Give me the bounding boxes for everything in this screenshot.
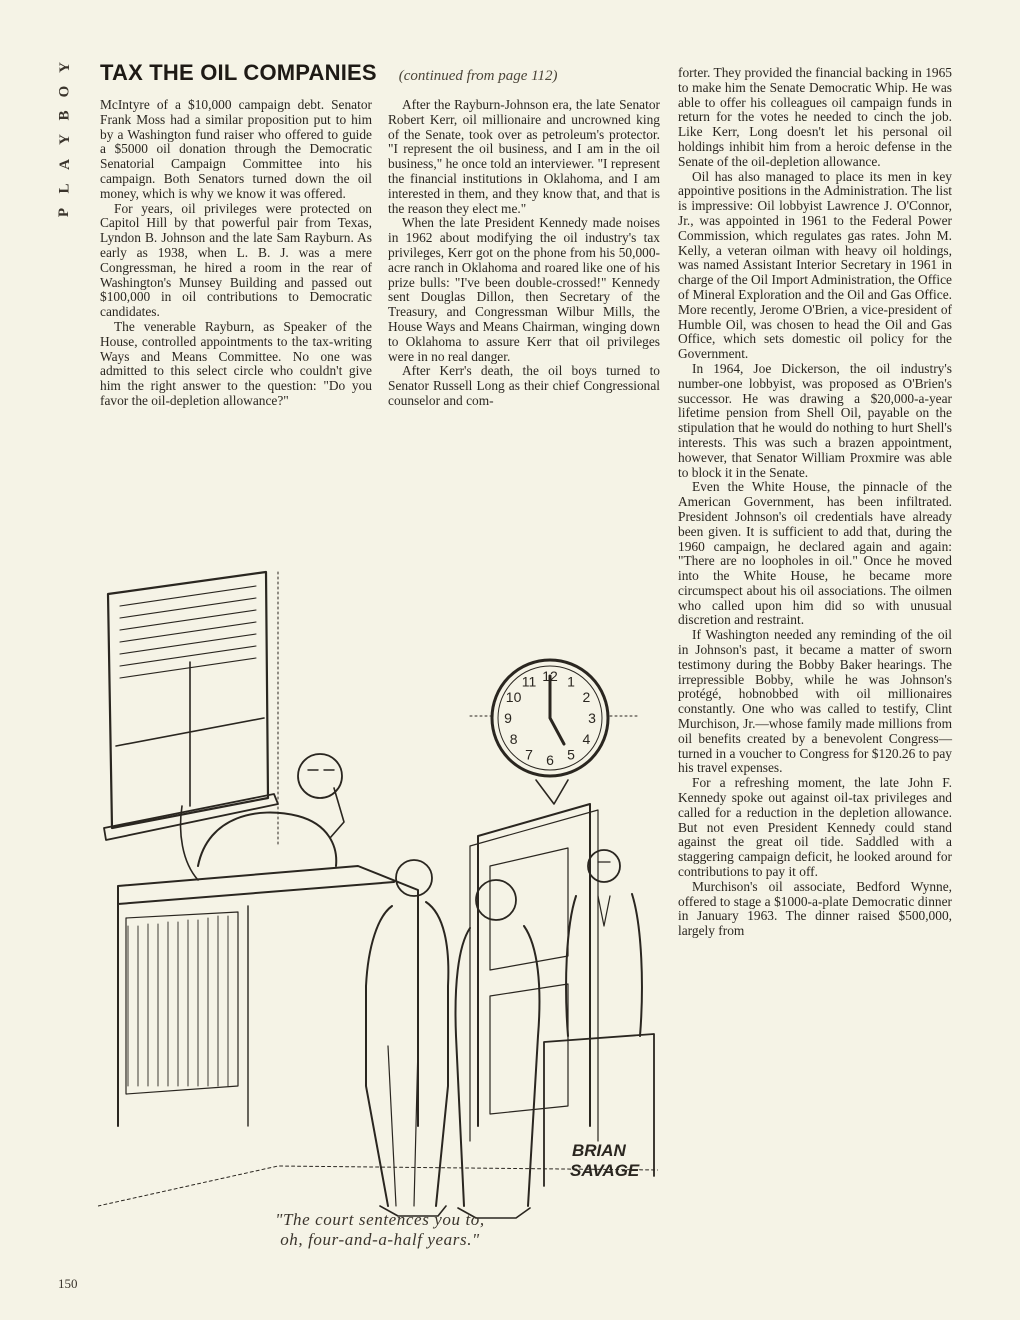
clock-numeral: 12 [542,668,558,684]
paragraph: For years, oil privileges were protected on Capitol Hill by that powerful pair from Texas, Lyndon B. Johnson and the late Sam Rayburn. As early as 1938, when L. B. J. was a mere Congressman, he hired a room in the rear of Washington's Munsey Building and passed out $100,000 in oil contributions to Democratic candidates. [100,200,372,320]
magazine-name-letter: Y [56,134,73,146]
magazine-name-letter: Y [56,62,73,73]
clock-numeral: 3 [588,710,596,726]
text-column-3 [678,66,952,939]
cartoonist-signature [570,1141,640,1180]
clock-numeral: 6 [546,752,554,768]
text-column-2 [388,98,660,409]
magazine-name-vertical [52,60,78,220]
signature-line-1: BRIAN [572,1141,626,1160]
clock-numeral: 2 [582,689,591,705]
clock-numeral: 8 [509,731,518,747]
paragraph: McIntyre of a $10,000 campaign debt. Senator Frank Moss had a similar proposition put to him by a Washington fund raiser who offered to guide a $5000 oil donation through the Democratic Senatorial Campaign Committee into his campaign. Both Senators turned down the oil money, which is why we know it was offered. [100,97,372,201]
paragraph: The venerable Rayburn, as Speaker of the House, controlled appointments to the tax-writing Ways and Means Committee. No one was admitted to this select circle who couldn't give him the right answer to the question: "Do you favor the oil-depletion allowance?" [100,318,372,408]
defendant-figure [366,860,448,1216]
clock-numeral: 1 [567,673,575,690]
judge-figure [181,754,344,880]
clock-numeral: 10 [505,689,522,705]
caption-line-2: oh, four-and-a-half years." [280,1230,480,1249]
cartoon-caption [210,1210,550,1250]
courtroom-cartoon [98,566,658,1242]
headline-title: TAX THE OIL COMPANIES [100,60,377,85]
paragraph: For a refreshing moment, the late John F. Kennedy spoke out against oil-tax privileges and called for a reduction in the depletion allowance. But not even President Kennedy could stand against the great oil tide. Saddled with a staggering campaign deficit, he looked around for contributions to pay it off. [678,775,952,880]
caption-line-1: "The court sentences you to, [275,1210,485,1229]
paragraph: Murchison's oil associate, Bedford Wynne, offered to stage a $1000-a-plate Democratic dinner in January 1963. The dinner raised $500,000, largely from [678,878,952,939]
magazine-name-letter: A [56,158,73,170]
magazine-name-letter: P [56,207,73,218]
signature-line-2: SAVAGE [570,1161,640,1180]
clock-numeral: 7 [525,746,533,763]
magazine-name-letter: O [56,85,73,98]
paragraph: Even the White House, the pinnacle of the American Government, has been infiltrated. President Johnson's oil credentials have already been given. It is sufficient to add that, during the 1960 campaign, he declared again and again: "There are no loopholes in oil." Once he moved into the White House, he became more circumspect about his oil associations. The oilmen who called upon him did so with unusual discretion and restraint. [678,479,952,628]
window-blinds [104,572,278,840]
clock-numeral: 9 [504,710,512,726]
paragraph: If Washington needed any reminding of the oil in Johnson's past, it became a matter of sworn testimony during the Bobby Baker hearings. The irrepressible Bobby, while he was Johnson's protégé, hobnobbed with oil millionaires constantly. One who was called to testify, Clint Murchison, Jr.—whose family made millions from oil benefits created by a benevolent Congress—turned in a voucher to Congress for $120.26 to pay his travel expenses. [678,627,952,776]
article-headline [100,60,558,90]
paragraph: In 1964, Joe Dickerson, the oil industry's number-one lobbyist, was proposed as O'Brien's successor. He was drawing a $20,000-a-year lifetime pension from Shell Oil, payable on the stipulation that he would do nothing to hurt Shell's interests. This was such a brazen appointment, however, that Senator William Proxmire was able to block it in the Senate. [678,360,952,480]
paragraph: forter. They provided the financial backing in 1965 to make him the Senate Democratic Whip. He was able to offer his colleagues oil campaign funds in return for the votes he needed to cinch the job. Like Kerr, Long doesn't let his personal oil holdings inhibit him from a heroic defense in the Senate of the oil-depletion allowance. [678,65,952,169]
magazine-name-letter: B [56,110,73,121]
paragraph: When the late President Kennedy made noises in 1962 about modifying the oil industry's tax privileges, Kerr got on the phone from his 50,000-acre ranch in Oklahoma and roared like one of his prize bulls: "I've been double-crossed!" Kennedy sent Douglas Dillon, then Secretary of the Treasury, and Congressman Wilbur Mills, the House Ways and Means Chairman, winging down to Oklahoma to assure Kerr that oil privileges were in no real danger. [388,215,660,364]
bailiff-figure [566,850,642,1036]
clock-numeral: 5 [567,746,575,763]
clock-numeral: 4 [582,731,591,747]
paragraph: Oil has also managed to place its men in key appointive positions in the Administration. The list is impressive: Oil lobbyist Lawrence J. O'Connor, Jr., was appointed in 1961 to the Federal Power Commission, which regulates gas rates. John M. Kelly, a veteran oilman with heavy oil holdings, was named Assistant Interior Secretary in 1961 in charge of the Oil Import Administration, the Office of Mineral Exploration and the Oil and Gas Office. More recently, Jerome O'Brien, a vice-president of Humble Oil, was chosen to head the Oil and Gas Office, which sets domestic oil policy for the Government. [678,168,952,362]
wall-clock [492,660,608,776]
lawyer-figure [456,880,540,1218]
clock-numeral: 11 [521,673,537,690]
text-column-1 [100,98,372,409]
paragraph: After the Rayburn-Johnson era, the late Senator Robert Kerr, oil millionaire and uncrowned king of the Senate, took over as petroleum's protector. "I represent the oil business, and I am in the oil business," he once told an interviewer. "I represent the financial institutions in Oklahoma, and I am interested in them, and they know that, and that is the reason they elect me." [388,97,660,216]
paragraph: After Kerr's death, the oil boys turned to Senator Russell Long as their chief Congressional counselor and com- [388,363,660,408]
judge-bench [118,866,418,1126]
magazine-name-letter: L [56,183,73,194]
continued-from-note: (continued from page 112) [398,68,558,84]
page-number: 150 [58,1276,78,1291]
